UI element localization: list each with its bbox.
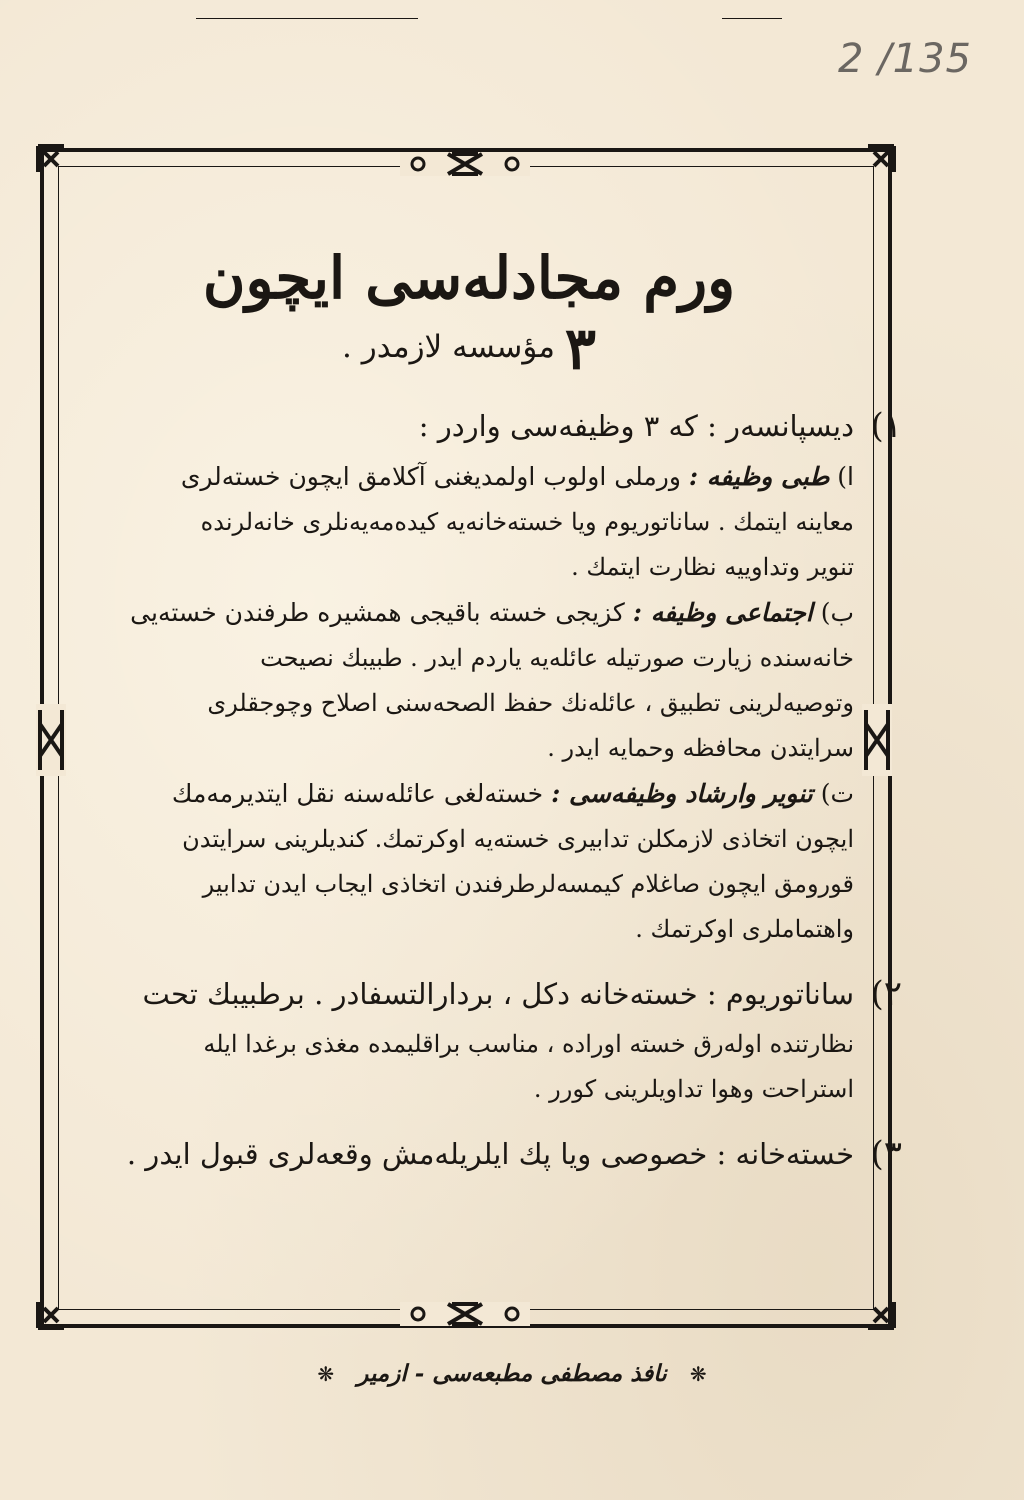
item-medical-duty [84, 454, 854, 590]
item-marker: ت) [820, 778, 854, 808]
item-line: قورومق ایچون صاغلام کیمسەلرطرفندن اتخاذی ایجاب ایدن تدابیر [202, 869, 854, 898]
item-marker: ا) [837, 461, 854, 491]
subtitle-text: مؤسسه لازمدر . [342, 329, 555, 365]
section-hospital [84, 1126, 902, 1182]
document-body [84, 180, 902, 1290]
item-line: سرایتدن محافظه وحمایه ایدر . [547, 733, 854, 762]
item-marker: ب) [820, 597, 854, 627]
corner-ornament-icon [864, 142, 898, 176]
item-social-duty [84, 590, 854, 771]
footer-rule-left [196, 18, 418, 19]
section-lead: خستەخانه : خصوصی ویا پك ایلریلەمش وقعەلری قبول ایدر . [126, 1136, 854, 1171]
item-line: خستەلغی عائلەسنه نقل ایتدیرمەمك [171, 778, 544, 808]
item-heading: تنویر وارشاد وظیفەسی : [551, 778, 813, 808]
bottom-center-ornament-icon [400, 1296, 530, 1332]
footer-rule-right [722, 18, 782, 19]
item-line: ورملی اولوب اولمدیغنی آکلامق ایچون خستەلری [180, 461, 681, 491]
footer-flourish-icon: ❋ [689, 1362, 707, 1386]
archive-number: 2 /135 [838, 36, 972, 82]
item-education-duty [84, 771, 854, 952]
section-lead: دیسپانسەر : کە ٣ وظیفەسی واردر : [418, 408, 854, 443]
section-number: ٢) [870, 973, 902, 1014]
item-heading: اجتماعی وظیفه : [632, 597, 813, 627]
printer-footer [0, 1360, 1024, 1400]
top-center-ornament-icon [400, 146, 530, 182]
corner-ornament-icon [34, 1298, 68, 1332]
item-line: وتوصیەلرینی تطبیق ، عائلەنك حفظ الصحەسنی اصلاح وچوجقلری [207, 688, 854, 717]
right-side-ornament-icon [858, 700, 896, 780]
item-line: ایچون اتخاذی لازمکلن تدابیری خستەیه اوکرتمك. کندیلرینی سرایتدن [182, 824, 854, 853]
section-sanatorium [84, 966, 902, 1112]
section-line: نظارتنده اولەرق خسته اوراده ، مناسب براقلیمده مغذی برغدا ایله [203, 1029, 854, 1058]
item-line: تنویر وتداوییه نظارت ایتمك . [571, 552, 854, 581]
item-line: واهتماملری اوکرتمك . [635, 914, 854, 943]
left-side-ornament-icon [32, 700, 70, 780]
section-line: استراحت وهوا تداویلرینی کورر . [533, 1074, 854, 1103]
section-dispensary [84, 398, 902, 952]
page-subtitle [84, 314, 854, 383]
printer-name: نافذ مصطفی مطبعەسی - ازمیر [357, 1360, 667, 1387]
item-heading: طبی وظیفه : [688, 461, 830, 491]
item-line: معاینه ایتمك . ساناتوریوم ویا خستەخانەیه کیدەمەیەنلری خانەلرنده [200, 507, 854, 536]
item-line: کزیجی خسته باقیجی همشیره طرفندن خستەیی [130, 597, 625, 627]
subtitle-number: ٣ [564, 314, 596, 383]
section-lead: ساناتوریوم : خستەخانه دکل ، بردارالتسفادر . برطبیبك تحت [142, 976, 854, 1011]
page-title: ورم مجادلەسی ایچون [202, 244, 736, 312]
footer-flourish-icon: ❋ [317, 1362, 335, 1386]
section-number: ١) [870, 405, 902, 446]
section-number: ٣) [870, 1133, 902, 1174]
item-line: خانەسنده زیارت صورتیله عائلەیه یاردم ایدر . طبیبك نصیحت [260, 643, 854, 672]
corner-ornament-icon [34, 142, 68, 176]
corner-ornament-icon [864, 1298, 898, 1332]
